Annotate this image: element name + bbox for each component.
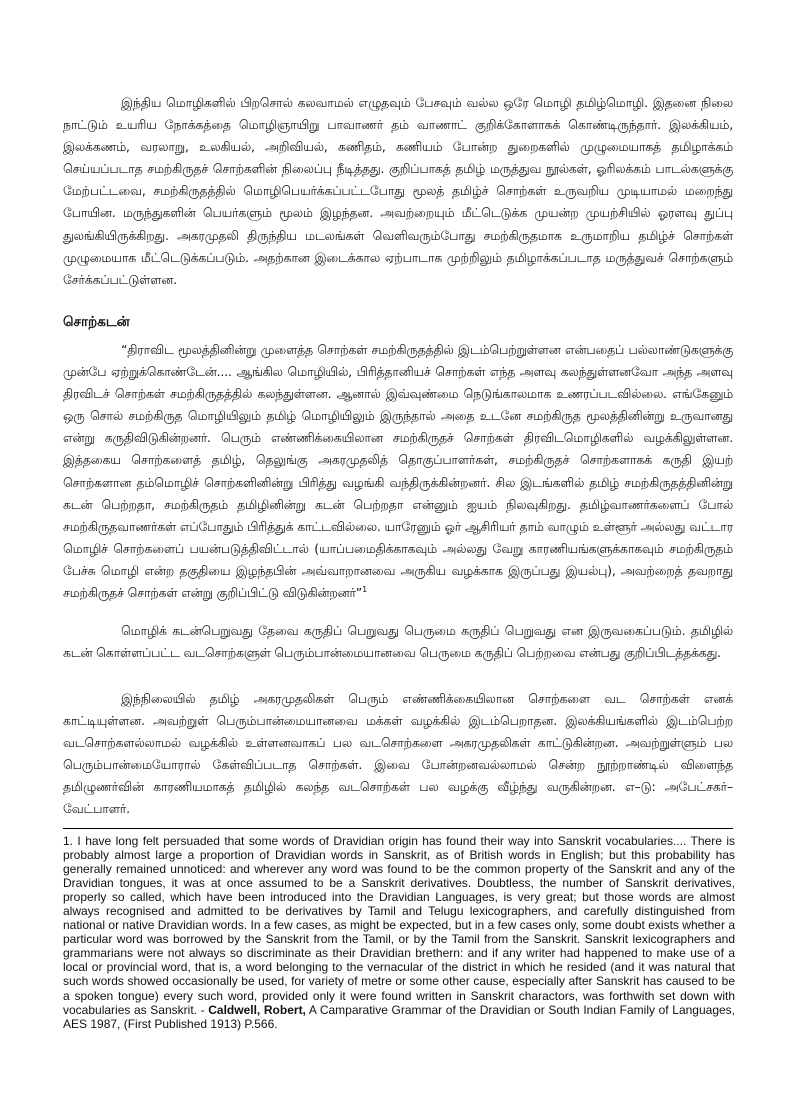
quoted-passage — [63, 339, 733, 604]
section-heading: சொற்கடன் — [63, 314, 130, 330]
borrowing-paragraph: மொழிக் கடன்பெறுவது தேவை கருதிப் பெறுவது பெருமை கருதிப் பெறுவது என இருவகைப்படும். தமிழில் கடன் கொள்ளப்பட்ட வடசொற்களுள் பெரும்பான்மையானவை பெருமை கருதிப் பெற்றவை என்பது குறிப்பிடத்தக்கது. — [63, 623, 733, 661]
intro-paragraph: இந்திய மொழிகளில் பிறசொல் கலவாமல் எழுதவும் பேசவும் வல்ல ஒரே மொழி தமிழ்மொழி. இதனை நிலை நாட்டும் உயரிய நோக்கத்தை மொழிஞாயிறு பாவாணர் தம் வாணாட் குறிக்கோளாகக் கொண்டிருந்தார். இலக்கியம், இலக்கணம், வரலாறு, உலகியல், அறிவியல், கணிதம், கணியம் போன்ற துறைகளில் முழுமையாகத் தமிழாக்கம் செய்யப்படாத சமற்கிருதச் சொற்களின் நிலைப்பு நீடித்தது. குறிப்பாகத் தமிழ் மருத்துவ நூல்கள், ஓரிலக்கம் பாடல்களுக்கு மேற்பட்டவை, சமற்கிருதத்தில் மொழிபெயர்க்கப்பட்டபோது மூலத் தமிழ்ச் சொற்கள் உருவறிய முடியாமல் மறைந்து போயின. மருந்துகளின் பெயர்களும் மூலம் இழந்தன. அவற்றையும் மீட்டெடுக்க முயன்ற முயற்சியில் ஓரளவு துப்பு துலங்கியிருக்கிறது. அகரமுதலி திருந்திய மடலங்கள் வெளிவரும்போது சமற்கிருதமாக உருமாறிய தமிழ்ச் சொற்கள் முழுமையாக மீட்டெடுக்கப்படும். அதற்கான இடைக்கால ஏற்பாடாக முற்றிலும் தமிழாக்கப்படாத மருத்துவச் சொற்களும் சேர்க்கப்பட்டுள்ளன. — [63, 95, 733, 287]
quote-text: “திராவிட மூலத்தினின்று முளைத்த சொற்கள் சமற்கிருதத்தில் இடம்பெற்றுள்ளன என்பதைப் பல்லாண்டுகளுக்கு முன்பே ஏற்றுக்கொண்டேன்.... ஆங்கில மொழியில், பிரித்தானியச் சொற்கள் எந்த அளவு கலந்துள்ளனவோ அந்த அளவு திரவிடச் சொற்கள் சமற்கிருதத்தில் கலந்துள்ளன. ஆனால் இவ்வுண்மை நெடுங்காலமாக உணரப்படவில்லை. எங்கேனும் ஒரு சொல் சமற்கிருத மொழியிலும் தமிழ் மொழியிலும் இருந்தால் அதை உடனே சமற்கிருத மூலத்தினின்று உருவானது என்று கருதிவிடுகின்றனர். பெரும் எண்ணிக்கையிலான சமற்கிருதச் சொற்கள் திரவிடமொழிகளில் வழக்கிலுள்ளன. இத்தகைய சொற்களைத் தமிழ், தெலுங்கு அகரமுதலித் தொகுப்பாளர்கள், சமற்கிருதச் சொற்களாகக் கருதி இயற் சொற்களான தம்மொழிச் சொற்களினின்று பிரித்து வழங்கி வந்திருக்கின்றனர். சில இடங்களில் தமிழ் சமற்கிருதத்தினின்று கடன் பெற்றதா, சமற்கிருதம் தமிழினின்று கடன் பெற்றதா என்னும் ஐயம் நிலவுகிறது. தமிழ்வாணர்களைப் போல் சமற்கிருதவாணர்கள் எப்போதும் பிரித்துக் காட்டவில்லை. யாரேனும் ஓர் ஆசிரியர் தாம் வாழும் உள்ளூர் அல்லது வட்டார மொழிச் சொற்களைப் பயன்படுத்திவிட்டால் (யாப்பமைதிக்காகவும் அல்லது வேறு காரணியங்களுக்காகவும் சமற்கிருதம் பேச்சு மொழி என்ற தகுதியை இழந்தபின் அவ்வாறானவை அருகிய வழக்காக இருப்பது இயல்பு), அவற்றைத் தவறாது சமற்கிருதச் சொற்கள் என்று குறிப்பிட்டு விடுகின்றனர்” — [63, 342, 733, 601]
lexicon-paragraph: இந்நிலையில் தமிழ் அகரமுதலிகள் பெரும் எண்ணிக்கையிலான சொற்களை வட சொற்கள் எனக் காட்டியுள்ளன. அவற்றுள் பெரும்பான்மையானவை மக்கள் வழக்கில் இடம்பெறாதன. இலக்கியங்களில் இடம்பெற்ற வடசொற்களல்லாமல் வழக்கில் உள்ளனவாகப் பல வடசொற்களை அகரமுதலிகள் காட்டுகின்றன. அவற்றுள்ளும் பல பெரும்பான்மையோரால் கேள்விப்படாத சொற்கள். இவை போன்றனவல்லாமல் சென்ற நூற்றாண்டில் விளைந்த தமிழுணர்வின் காரணியமாகத் தமிழில் கலந்த வடசொற்கள் பல வழக்கு வீழ்ந்து வருகின்றன. எ–டு: அபேட்சகர்–வேட்பாளர். — [63, 691, 733, 817]
footnote-author: Caldwell, Robert, — [208, 1002, 306, 1017]
footnote — [63, 834, 735, 1031]
footnote-text: 1. I have long felt persuaded that some words of Dravidian origin has found their way into Sanskrit vocabularies.... There is probably almost large a proportion of Dravidian words in Sanskrit, as of British words in English; but this probability has generally remained unnoticed: and wherever any word was found to be the common property of the Sanskrit and any of the Dravidian tongues, it was at once assumed to be a Sanskrit derivatives. Doubtless, the number of Sanskrit derivatives, properly so called, which have been introduced into the Dravidian Languages, is very great; but those words are almost always recognised and admitted to be derivatives by Tamil and Telugu lexicographers, and carefully distinguished from national or native Dravidian words. In a few cases, as might be expected, but in a few cases only, some doubt exists whether a particular word was borrowed by the Sanskrit from the Tamil, or by the Tamil from the Sanskrit. Sanskrit lexicographers and grammarians were not always so discriminate as their Dravidian brethern: and if any writer had happened to make use of a local or provincial word, that is, a word belonging to the vernacular of the district in which he resided (and it was natural that such words showed occasionally be used, for variety of metre or some other cause, especially after Sanskrit has caused to be a spoken tongue) every such word, provided only it were found written in Sanskrit charactors, was forthwith set down with vocabularies as Sanskrit. - — [63, 834, 735, 1017]
footnote-divider — [63, 828, 733, 829]
footnote-marker: 1 — [362, 584, 368, 594]
footnote-citation: A Camparative Grammar of the Dravidian or South Indian Family of Languages, AES 1987, (First Published 1913) P.566. — [63, 1002, 735, 1031]
